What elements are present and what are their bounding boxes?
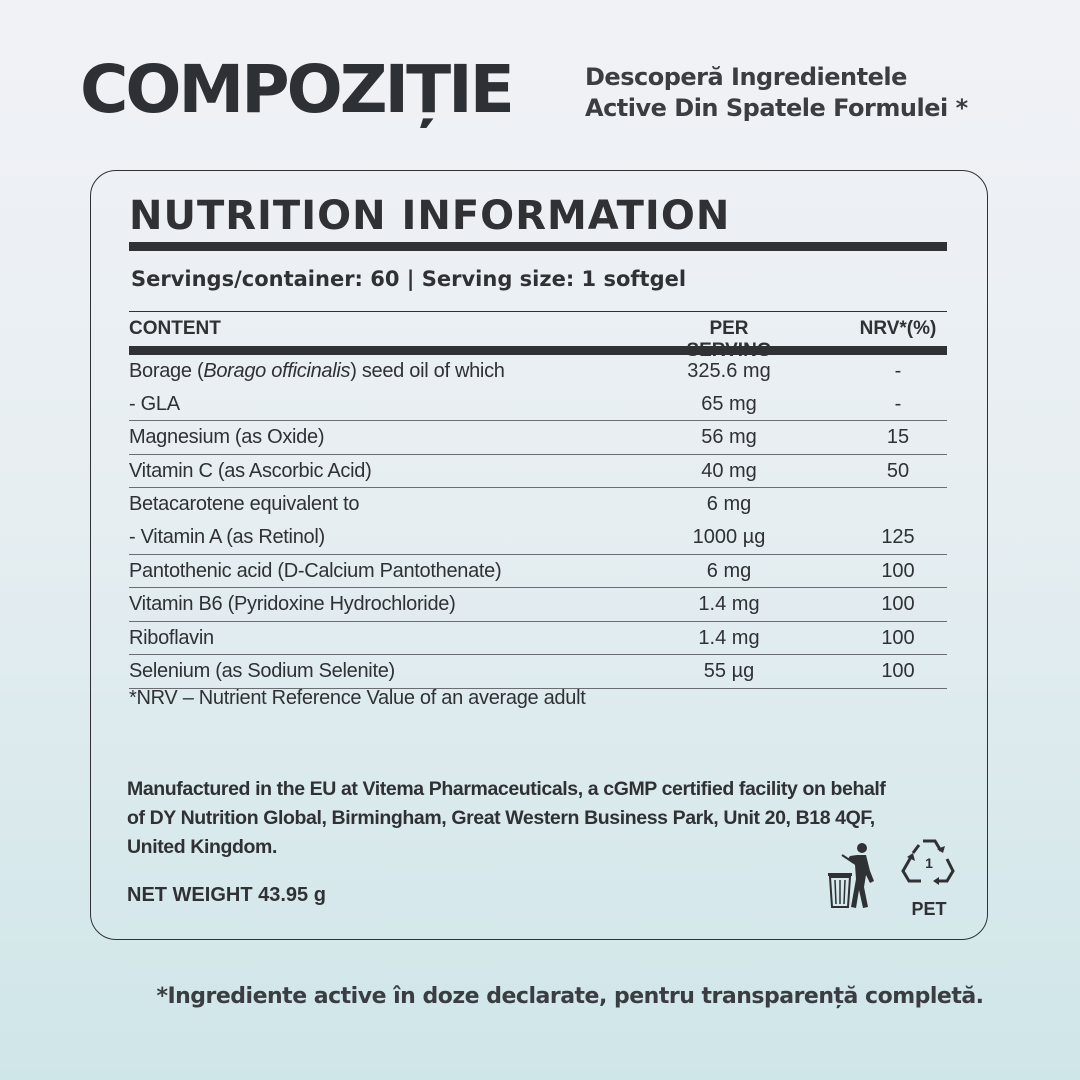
cell-nrv: - bbox=[894, 360, 902, 382]
table-row bbox=[129, 455, 947, 489]
cell-per-serving: 40 mg bbox=[701, 459, 757, 482]
cell-content: Magnesium (as Oxide) bbox=[129, 426, 325, 449]
table-row bbox=[129, 388, 947, 422]
cell-nrv: - bbox=[894, 392, 902, 415]
table-row bbox=[129, 521, 947, 555]
nutrition-title: NUTRITION INFORMATION bbox=[129, 193, 731, 239]
table-row bbox=[129, 555, 947, 589]
footnote: *Ingrediente active în doze declarate, pentru transparență completă. bbox=[156, 984, 984, 1009]
cell-content: Vitamin C (as Ascorbic Acid) bbox=[129, 459, 372, 482]
cell-content: Borage (Borago officinalis) seed oil of which bbox=[129, 360, 505, 382]
cell-per-serving: 56 mg bbox=[701, 426, 757, 449]
cell-nrv: 100 bbox=[881, 660, 915, 683]
cell-nrv: 125 bbox=[881, 525, 915, 548]
recycle-material: PET bbox=[911, 899, 947, 919]
cell-nrv: 15 bbox=[886, 426, 910, 449]
title-divider bbox=[129, 242, 947, 251]
cell-content: Riboflavin bbox=[129, 626, 214, 649]
cell-content: Betacarotene equivalent to bbox=[129, 493, 360, 516]
table-header bbox=[129, 311, 947, 361]
cell-per-serving: 55 µg bbox=[703, 660, 755, 683]
nutrition-table bbox=[129, 311, 947, 689]
botanical-name: Borago officinalis bbox=[203, 360, 351, 382]
page-title: COMPOZIȚIE bbox=[80, 51, 512, 128]
subtitle-line-2: Active Din Spatele Formulei * bbox=[585, 94, 968, 122]
cell-nrv: 100 bbox=[881, 559, 915, 582]
nutrition-label-card bbox=[90, 170, 988, 940]
table-row bbox=[129, 622, 947, 656]
cell-nrv: 100 bbox=[881, 626, 915, 649]
cell-per-serving: 6 mg bbox=[706, 559, 752, 582]
net-weight: NET WEIGHT 43.95 g bbox=[127, 884, 326, 906]
cell-per-serving: 1.4 mg bbox=[698, 626, 760, 649]
table-row bbox=[129, 588, 947, 622]
cell-per-serving: 65 mg bbox=[701, 392, 757, 415]
cell-nrv: 100 bbox=[881, 593, 915, 616]
cell-content: Vitamin B6 (Pyridoxine Hydrochloride) bbox=[129, 593, 456, 616]
cell-per-serving: 1000 µg bbox=[692, 525, 766, 548]
table-row bbox=[129, 488, 947, 521]
recycle-number: 1 bbox=[925, 855, 933, 871]
cell-per-serving: 1.4 mg bbox=[698, 593, 760, 616]
column-header-content: CONTENT bbox=[129, 318, 221, 339]
manufacturer-info: Manufactured in the EU at Vitema Pharmaceuticals, a cGMP certified facility on behalf of DY Nutrition Global, Birmingham, Great Western Business Park, Unit 20, B18 4QF, United Kingdom. bbox=[127, 778, 886, 858]
nrv-note: *NRV – Nutrient Reference Value of an average adult bbox=[129, 687, 586, 709]
subtitle-line-1: Descoperă Ingredientele bbox=[585, 63, 907, 91]
page-subtitle bbox=[585, 62, 1025, 124]
cell-content: Selenium (as Sodium Selenite) bbox=[129, 660, 395, 683]
column-header-nrv: NRV*(%) bbox=[859, 318, 937, 339]
cell-nrv: 50 bbox=[886, 459, 910, 482]
column-header-per-serving: PER SERVING bbox=[686, 318, 772, 361]
table-row bbox=[129, 421, 947, 455]
table-body bbox=[129, 355, 947, 689]
cell-content: - Vitamin A (as Retinol) bbox=[129, 525, 325, 548]
cell-content: - GLA bbox=[129, 392, 180, 415]
trash-disposal-icon bbox=[826, 841, 878, 911]
table-row bbox=[129, 655, 947, 689]
table-row bbox=[129, 355, 947, 388]
cell-per-serving: 6 mg bbox=[706, 493, 752, 516]
serving-info: Servings/container: 60 | Serving size: 1 softgel bbox=[131, 267, 687, 291]
cell-content: Pantothenic acid (D-Calcium Pantothenate) bbox=[129, 559, 502, 582]
cell-per-serving: 325.6 mg bbox=[687, 360, 771, 382]
